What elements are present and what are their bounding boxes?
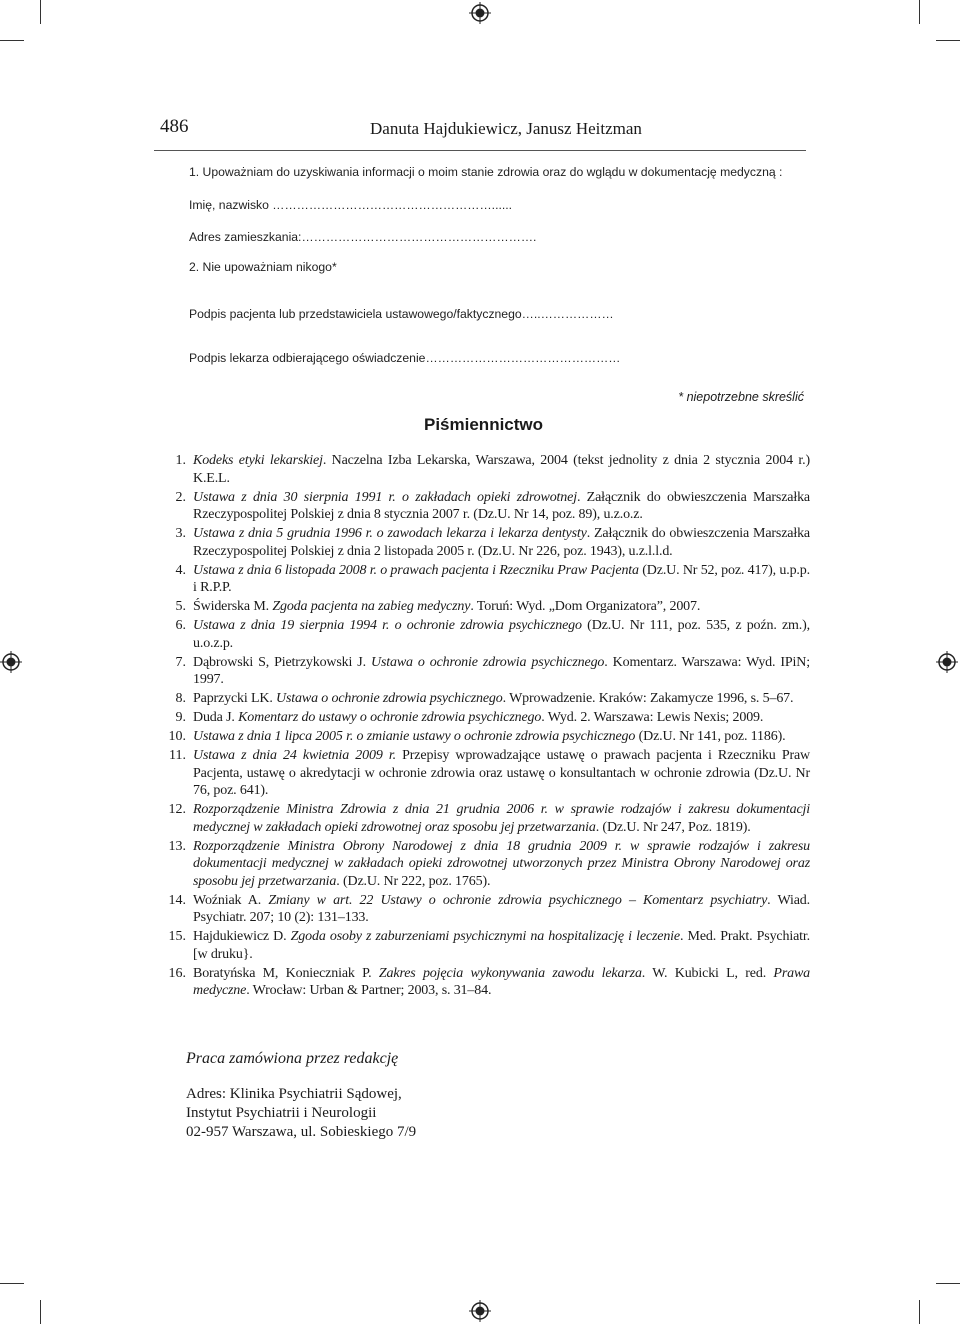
address-line: Adres: Klinika Psychiatrii Sądowej, [186,1086,402,1102]
crop-mark [936,1283,960,1284]
list-item: 12. Rozporządzenie Ministra Zdrowia z dnia 21 grudnia 2006 r. w sprawie rodzajów i zakresu dokumentacji medycznej w zakładach opieki zdrowotnej oraz sposobu jej przetwarzania. (Dz.U. Nr 247, Poz. 1819). [168,802,810,835]
commission-note: Praca zamówiona przez redakcję [186,1050,399,1067]
list-item: 16. Boratyńska M, Konieczniak P. Zakres pojęcia wykonywania zawodu lekarza. W. Kubicki L, red. Prawa medyczne. Wrocław: Urban & Partner; 2003, s. 31–84. [168,965,811,998]
list-item: 4. Ustawa z dnia 6 listopada 2008 r. o prawach pacjenta i Rzeczniku Praw Pacjenta (Dz.U. Nr 52, poz. 417), u.p.p. i R.P.P. [175,562,810,595]
list-item: 10. Ustawa z dnia 1 lipca 2005 r. o zmianie ustawy o ochronie zdrowia psychicznego (Dz.U. Nr 141, poz. 1186). [168,729,786,744]
registration-mark-icon [469,2,491,24]
address-line: Instytut Psychiatrii i Neurologii [186,1105,377,1121]
correspondence-address [186,1085,416,1142]
registration-mark-icon [936,651,958,673]
list-item: 2. Ustawa z dnia 30 sierpnia 1991 r. o zakładach opieki zdrowotnej. Załącznik do obwieszczenia Marszałka Rzeczypospolitej Polskiej z dnia 8 stycznia 2007 r. (Dz.U. Nr 14, poz. 89), u.z.o.z. [175,489,810,522]
page-number: 486 [160,116,189,137]
list-item: 8. Paprzycki LK. Ustawa o ochronie zdrowia psychicznego. Wprowadzenie. Kraków: Zakamycze 1996, s. 5–67. [175,691,794,706]
crop-mark [0,40,24,41]
section-title: Piśmiennictwo [424,415,544,434]
list-item: 13. Rozporządzenie Ministra Obrony Narodowej z dnia 18 grudnia 2009 r. w sprawie rodzajów i zakresu dokumentacji medycznej w zakładach opieki zdrowotnej utworzonych przez Ministra Obrony Narodowej oraz sposobu jej przetwarzania. (Dz.U. Nr 222, poz. 1765). [168,838,810,889]
list-item: 14. Woźniak A. Zmiany w art. 22 Ustawy o ochronie zdrowia psychicznego – Komentarz psychiatry. Wiad. Psychiatr. 207; 10 (2): 131–133. [168,892,810,925]
running-header-authors: Danuta Hajdukiewicz, Janusz Heitzman [370,119,642,138]
form-line-no-authorize: 2. Nie upoważniam nikogo* [189,260,337,274]
form-line-name: Imię, nazwisko ………………………………………………...... [189,198,512,212]
list-item: 9. Duda J. Komentarz do ustawy o ochronie zdrowia psychicznego. Wyd. 2. Warszawa: Lewis Nexis; 2009. [175,710,764,725]
crop-mark [40,0,41,24]
crop-mark [919,0,920,24]
list-item: 1. Kodeks etyki lekarskiej. Naczelna Izba Lekarska, Warszawa, 2004 (tekst jednolity z dnia 2 stycznia 2004 r.) K.E.L. [175,453,810,486]
crop-mark [936,40,960,41]
list-item: 5. Świderska M. Zgoda pacjenta na zabieg medyczny. Toruń: Wyd. „Dom Organizatora”, 2007. [175,599,701,614]
crop-mark [919,1300,920,1324]
list-item: 3. Ustawa z dnia 5 grudnia 1996 r. o zawodach lekarza i lekarza dentysty. Załącznik do obwieszczenia Marszałka Rzeczypospolitej Polskiej z dnia 2 listopada 2005 r. (Dz.U. Nr 226, poz. 1943), u.z.l.l.d. [175,526,810,559]
registration-mark-icon [0,651,22,673]
reference-list [154,452,810,1001]
list-item: 11. Ustawa z dnia 24 kwietnia 2009 r. Przepisy wprowadzające ustawę o prawach pacjenta i Rzeczniku Praw Pacjenta, ustawę o akredytacji w ochronie zdrowia oraz ustawę o konsultantach w ochronie zdrowia (Dz.U. Nr 76, poz. 641). [169,748,810,798]
form-line-doctor-signature: Podpis lekarza odbierającego oświadczenie………………………………………… [189,351,621,365]
crop-mark [40,1300,41,1324]
list-item: 7. Dąbrowski S, Pietrzykowski J. Ustawa o ochronie zdrowia psychicznego. Komentarz. Warszawa: Wyd. IPiN; 1997. [175,654,810,687]
list-item: 15. Hajdukiewicz D. Zgoda osoby z zaburzeniami psychicznymi na hospitalizację i leczenie. Med. Prakt. Psychiatr. [w druku}. [168,929,810,962]
form-line-patient-signature: Podpis pacjenta lub przedstawiciela ustawowego/faktycznego…..……………… [189,307,614,321]
address-line: 02-957 Warszawa, ul. Sobieskiego 7/9 [186,1124,417,1140]
header-rule [154,150,806,151]
registration-mark-icon [469,1300,491,1322]
list-item: 6. Ustawa z dnia 19 sierpnia 1994 r. o ochronie zdrowia psychicznego (Dz.U. Nr 111, poz. 535, z poźn. zm.), u.o.z.p. [175,618,811,651]
form-line-authorize: 1. Upoważniam do uzyskiwania informacji o moim stanie zdrowia oraz do wglądu w dokumentację medyczną : [189,165,783,179]
crop-mark [0,1283,24,1284]
footnote: * niepotrzebne skreślić [678,390,804,404]
form-line-address: Adres zamieszkania:…………………………………………………. [189,230,537,244]
